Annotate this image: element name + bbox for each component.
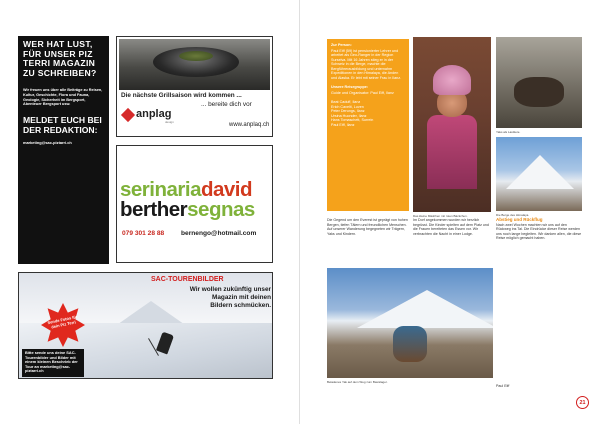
pack-photo-mountain	[357, 290, 493, 328]
anplag-subline: ... bereite dich vor	[201, 101, 252, 108]
article-column-2: Im Dorf angekommen wurden wir herzlich begrüsst. Die Kinder spielten auf dem Platz und die Frauen bereiteten das Essen vor. Wir verbrachten die Nacht in einer Lodge.	[413, 218, 489, 236]
list-item: Paul Eiff, Ilanz	[331, 122, 355, 127]
anplag-advert	[116, 36, 273, 137]
mountain-peak	[506, 155, 574, 189]
anplag-logo-icon	[121, 108, 135, 122]
starburst-text: Sende Fotos für dein Piz Terri	[47, 313, 78, 330]
mountain-photo-caption: Die Berge des Himalaya.	[496, 213, 530, 217]
mountain-photo	[496, 137, 582, 211]
grilled-vegetables	[179, 51, 213, 61]
article-author: Paul Eiff	[496, 384, 510, 388]
david-logo-line-1	[120, 180, 252, 200]
list-item: Hans Tomaschett, Surrein	[331, 118, 374, 122]
column-subheading: Abstieg und Rückflug	[496, 217, 543, 222]
anplag-headline: Die nächste Grillsaison wird kommen ...	[121, 92, 242, 99]
anplag-logo-sub: design	[165, 120, 174, 124]
anplag-logo: anplag	[136, 108, 172, 120]
grill-photo	[119, 39, 270, 90]
logo-word-berther: berther	[120, 198, 188, 221]
child-body	[427, 115, 477, 189]
author-heading: Zur Person:	[331, 43, 352, 47]
david-phone[interactable]: 079 301 28 88	[122, 230, 165, 237]
author-info-box	[327, 39, 409, 211]
yak-shape	[514, 77, 564, 107]
column-3-text: Nach zwei Wochen machten wir uns auf den Rückweg ins Tal. Die Eindrücke dieser Reise werden uns noch lange begleiten. Wir danken allen, die diese Reise möglich gemacht haben.	[496, 222, 582, 241]
call-for-writers-box	[18, 36, 109, 264]
logo-word-segnas: segnas	[187, 198, 255, 221]
list-item: Beat Caduff, Ilanz	[331, 100, 361, 104]
tourenbilder-title: SAC-TOURENBILDER	[151, 276, 224, 283]
list-item: Ursina Huonder, Ilanz	[331, 113, 367, 118]
contact-editor-heading: MELDET EUCH BEI DER REDAKTION:	[23, 115, 102, 135]
child-hat	[433, 65, 471, 95]
author-text: Paul Eiff (59) ist pensionierter Lehrer und arbeitet als Geo-Ranger in der Region Surselva. Mit 16 Jahren stieg er in der Schweiz in die Berge, machte die Bergführerausbildung und unternahm Expeditionen in den Himalaya, die Anden und Alaska. Er lebt mit seiner Frau in Ilanz.	[331, 48, 402, 80]
call-for-writers-heading: WER HAT LUST, FÜR UNSER PIZ TERRI MAGAZIN ZU SCHREIBEN?	[23, 39, 97, 78]
article-column-3	[496, 218, 582, 241]
pack-animal-photo	[327, 268, 493, 378]
anplag-url[interactable]: www.anplaq.ch	[229, 122, 270, 128]
contact-email[interactable]: marketing@sac-piztarri.ch	[23, 140, 72, 146]
yak-photo-caption: Yaks als Lasttiere.	[496, 130, 521, 134]
logo-word-serinaria: serinaria	[120, 178, 201, 201]
group-member-list	[331, 100, 405, 127]
group-heading: Unsere Reisegruppe:	[331, 85, 369, 89]
guide-text: Guide und Organisator: Paul Eiff, Ilanz	[331, 90, 394, 95]
list-item: Peter Derungs, Ilanz	[331, 109, 365, 113]
pack-photo-caption: Beladenes Yak auf dem Weg zum Basislager.	[327, 380, 388, 384]
yak-photo	[496, 37, 582, 128]
tourenbilder-text: Wir wollen zukünftig unser Magazin mit deinen Bildern schmücken.	[189, 286, 271, 309]
article-column-1: Die Gegend um den Everest ist geprägt von hohen Bergen, tiefen Tälern und freundlichen Menschen. Auf unserer Wanderung begegneten wir Trägern, Yaks und Kindern.	[327, 218, 408, 236]
pack-animal-shape	[393, 326, 427, 362]
child-photo-caption: Das kleine Mädchen mit roten Bäckchen.	[413, 214, 468, 218]
david-email[interactable]: bernengo@hotmail.com	[181, 230, 257, 237]
david-logo-line-2	[120, 200, 255, 220]
list-item: Erich Cavelti, Luven	[331, 104, 364, 109]
call-for-writers-text: Wir freuen uns über alle Beiträge zu Reisen, Kultur, Geschichte, Flora und Fauna, Geologie, Sicherheit im Bergsport, Abenteuer Bergsport usw.	[23, 88, 103, 107]
david-berther-advert	[116, 145, 273, 263]
logo-word-david: david	[200, 178, 253, 201]
tourenbilder-advert	[18, 272, 273, 379]
child-photo	[413, 37, 491, 212]
tourenbilder-instructions: Bitte sende uns deine SAC-Tourenbilder und Bilder mit einem kleinen Beschrieb der Tour an marketing@sac-piztarri.ch	[22, 349, 84, 377]
page-number: 21	[576, 396, 589, 409]
